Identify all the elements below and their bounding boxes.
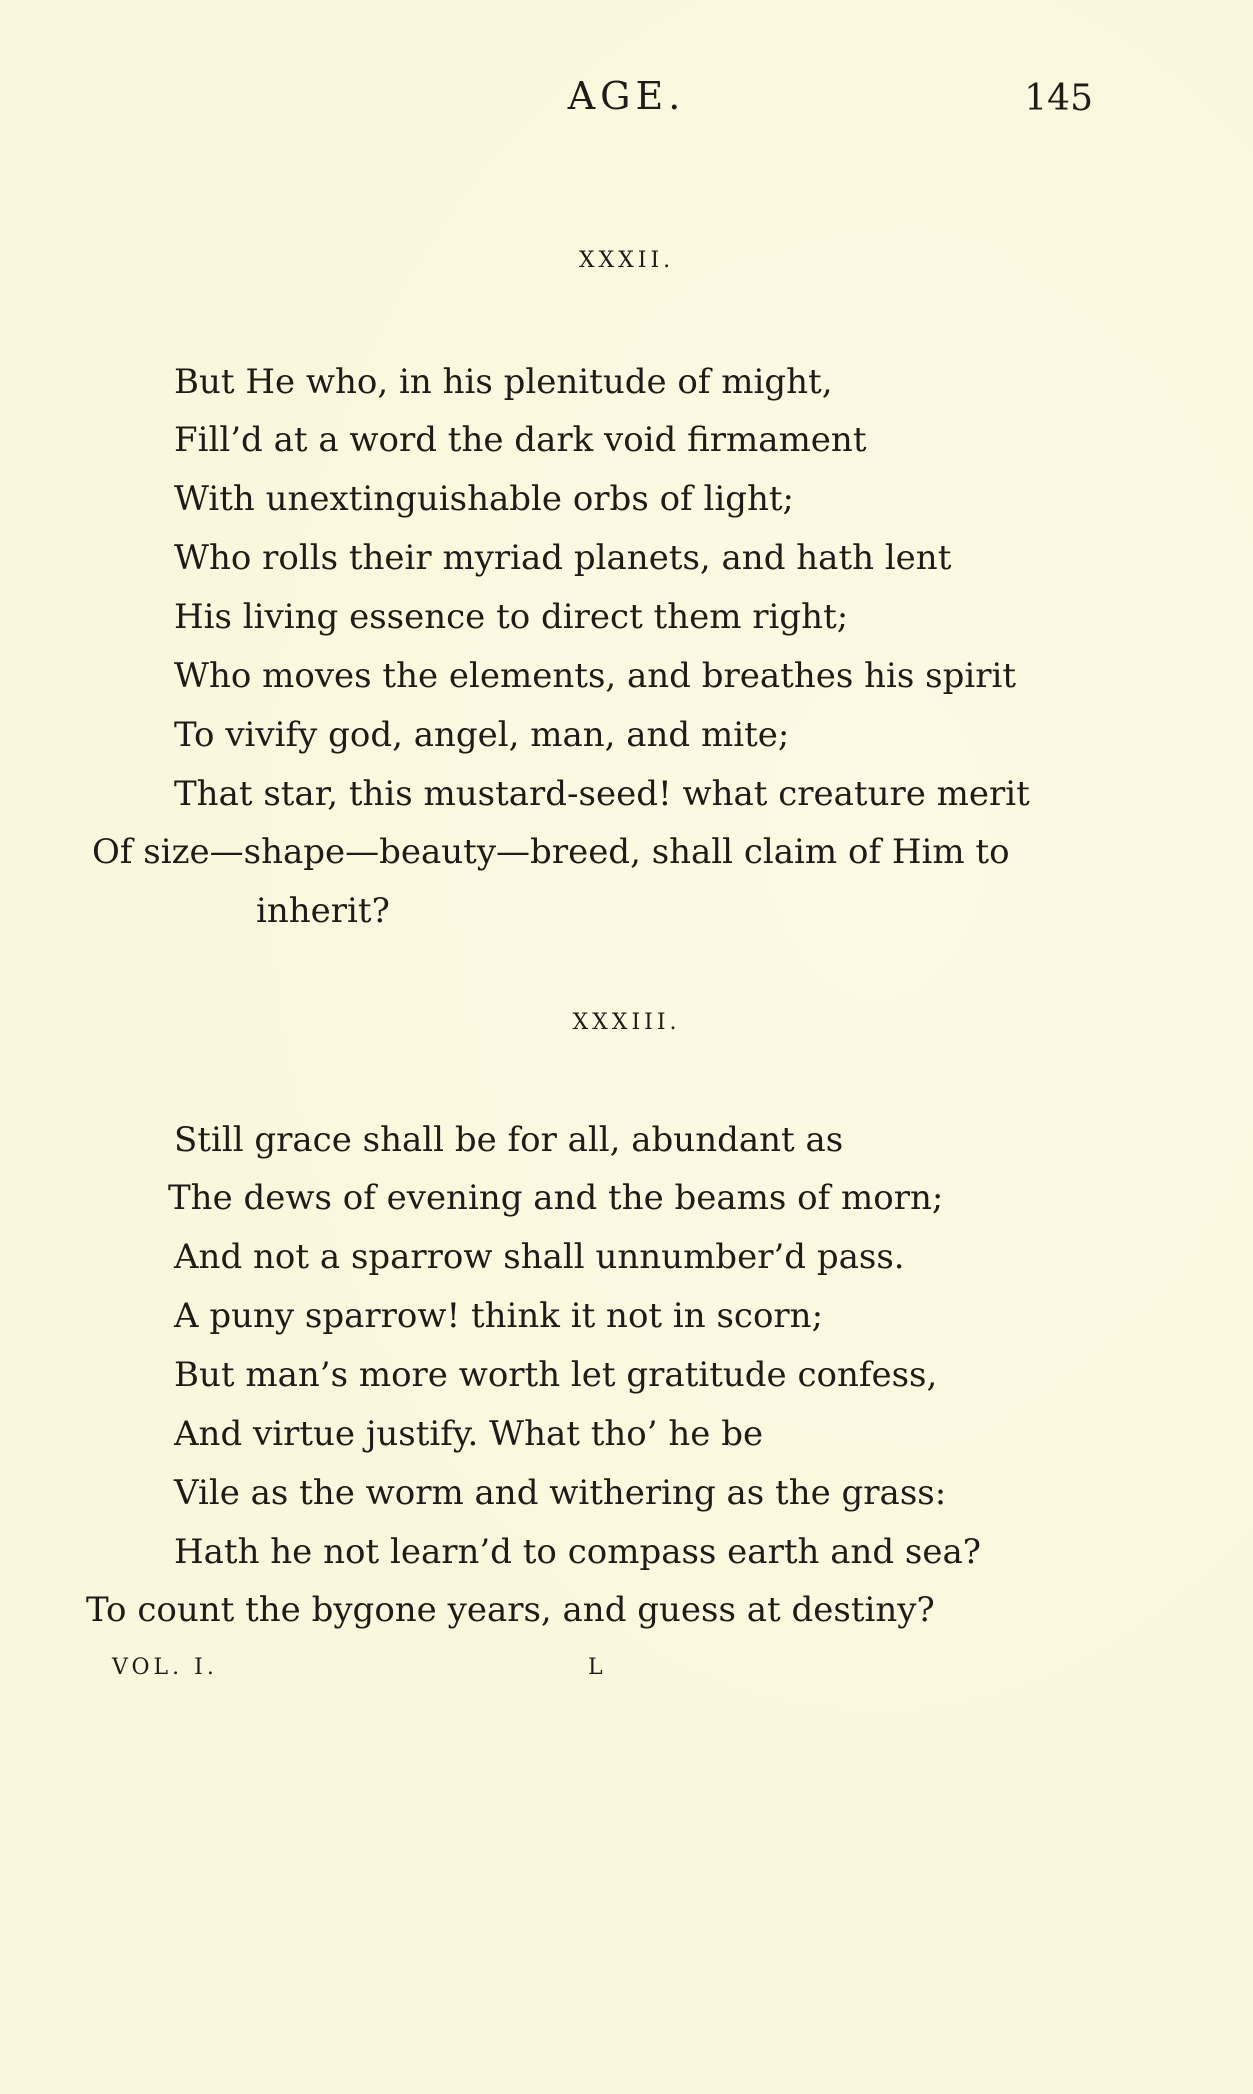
verse-line: Vile as the worm and withering as the grass: <box>174 1473 947 1513</box>
running-title: AGE. <box>567 74 686 118</box>
verse-line: Of size—shape—beauty—breed, shall claim of Him to <box>92 832 1010 872</box>
verse-line: To count the bygone years, and guess at destiny? <box>86 1590 935 1630</box>
verse-line: To vivify god, angel, man, and mite; <box>174 715 790 755</box>
verse-line: A puny sparrow! think it not in scorn; <box>174 1296 824 1336</box>
verse-line: That star, this mustard-seed! what creature merit <box>174 774 1030 814</box>
gathering-signature: L <box>588 1655 607 1680</box>
verse-line: And not a sparrow shall unnumber’d pass. <box>174 1237 905 1277</box>
stanza-number: XXXII. <box>578 248 675 273</box>
volume-signature: VOL. I. <box>112 1655 218 1680</box>
stanza-number: XXXIII. <box>572 1010 681 1035</box>
verse-line: With unextinguishable orbs of light; <box>174 479 794 519</box>
verse-line: But He who, in his plenitude of might, <box>174 362 833 402</box>
verse-line: Still grace shall be for all, abundant as <box>174 1120 844 1160</box>
verse-line: Who rolls their myriad planets, and hath lent <box>174 538 952 578</box>
verse-line: His living essence to direct them right; <box>174 597 849 637</box>
verse-line: Hath he not learn’d to compass earth and sea? <box>174 1532 982 1572</box>
verse-line: But man’s more worth let gratitude confess, <box>174 1355 938 1395</box>
verse-line: Fill’d at a word the dark void firmament <box>174 420 867 460</box>
verse-line: And virtue justify. What tho’ he be <box>174 1414 764 1454</box>
page-number: 145 <box>1024 78 1093 119</box>
verse-line-continuation: inherit? <box>256 891 390 931</box>
verse-line: Who moves the elements, and breathes his spirit <box>174 656 1016 696</box>
verse-line: The dews of evening and the beams of morn; <box>168 1178 944 1218</box>
